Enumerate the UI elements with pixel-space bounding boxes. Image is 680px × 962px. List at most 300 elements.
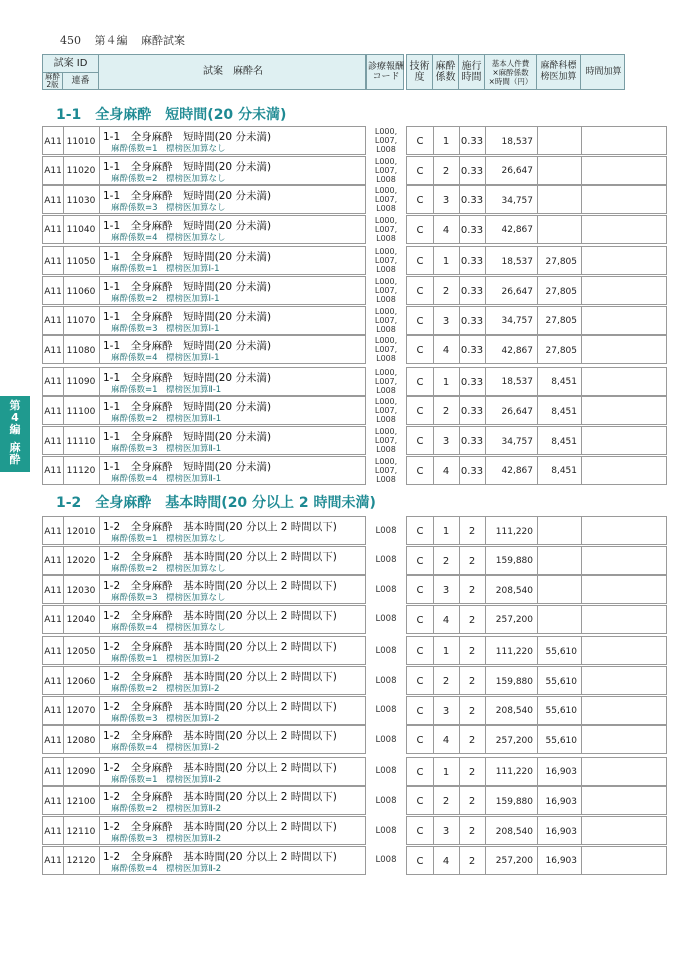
- row-right-cells: [406, 546, 667, 575]
- fee-code: L000,: [374, 367, 398, 377]
- jikan-kasan-cell: [581, 697, 626, 726]
- anesthesia-subname: 麻酔係数=4 標榜医加算Ⅱ-2: [111, 863, 222, 874]
- anesthesia-name: 1-1 全身麻酔 短時間(20 分未満): [103, 310, 272, 323]
- anesthesia-subname: 麻酔係数=3 標榜医加算Ⅱ-1: [111, 444, 222, 454]
- fee-code-cell: L008: [375, 525, 397, 536]
- renban-cell: 11060: [66, 286, 96, 297]
- row-right-cells: [406, 575, 667, 604]
- row-right-cells: [406, 846, 667, 875]
- row-right-cells: [406, 696, 667, 725]
- renban-cell: 12010: [66, 526, 96, 537]
- jikan-kasan-cell: [581, 547, 626, 576]
- kasan-cell: 8,451: [551, 436, 577, 447]
- keisu-cell: 2: [442, 286, 450, 297]
- table-row: [42, 725, 667, 754]
- fee-code: L008: [376, 415, 396, 425]
- kihon-cost-cell: 111,220: [495, 526, 533, 537]
- row-right-cells: [406, 666, 667, 695]
- jikan-cell: 0.33: [460, 195, 484, 207]
- row-right-cells: [406, 605, 667, 634]
- divider: [99, 368, 100, 395]
- fee-code-cell: L008: [375, 766, 397, 777]
- kihon-cost-cell: 34,757: [501, 436, 533, 447]
- jikan-kasan-cell: [581, 427, 626, 456]
- anesthesia-name: 1-2 全身麻酔 基本時間(20 分以上 2 時間以下): [103, 641, 337, 654]
- gijutsudo-cell: C: [416, 735, 424, 747]
- anesthesia-name: 1-1 全身麻酔 短時間(20 分未満): [103, 460, 272, 473]
- renban-cell: 12100: [66, 796, 96, 807]
- fee-code: L007,: [374, 376, 398, 386]
- kasan-cell: 55,610: [545, 646, 577, 657]
- row-right-cells: [406, 426, 667, 455]
- gijutsudo-cell: C: [416, 465, 424, 477]
- gijutsudo-cell: C: [416, 614, 424, 626]
- row-left-cells: [42, 666, 366, 695]
- row-left-cells: [42, 846, 366, 875]
- row-right-cells: [406, 757, 667, 786]
- anesthesia-name: 1-2 全身麻酔 基本時間(20 分以上 2 時間以下): [103, 609, 337, 622]
- page-number: 450: [60, 34, 81, 47]
- fee-code: L000,: [374, 336, 398, 346]
- table-row: [42, 636, 667, 665]
- divider: [99, 517, 100, 544]
- masui-ban-cell: A11: [44, 195, 62, 206]
- fee-code-cell: [367, 215, 405, 244]
- row-left-cells: [42, 396, 366, 425]
- row-right-cells: [406, 816, 667, 845]
- fee-code-cell: [367, 126, 405, 155]
- anesthesia-name: 1-2 全身麻酔 基本時間(20 分以上 2 時間以下): [103, 791, 337, 804]
- jikan-cell: 2: [468, 705, 476, 717]
- kihon-cost-cell: 159,880: [495, 676, 533, 687]
- header-gijutsudo: 技術 度: [407, 55, 433, 89]
- divider: [99, 787, 100, 814]
- fee-code: L000,: [374, 306, 398, 316]
- renban-cell: 12090: [66, 767, 96, 778]
- divider: [99, 157, 100, 184]
- keisu-cell: 1: [442, 766, 450, 778]
- keisu-cell: 3: [442, 705, 450, 717]
- keisu-cell: 4: [442, 465, 450, 477]
- table-row: [42, 367, 667, 396]
- divider: [99, 667, 100, 694]
- running-head: [60, 32, 195, 48]
- renban-cell: 11050: [66, 256, 96, 267]
- fee-code: L007,: [374, 256, 398, 266]
- keisu-cell: 4: [442, 735, 450, 747]
- table-row: [42, 156, 667, 185]
- fee-code: L000,: [374, 156, 398, 166]
- fee-code: L000,: [374, 427, 398, 436]
- renban-cell: 11100: [66, 406, 96, 417]
- fee-code: L000,: [374, 127, 398, 136]
- table-row: [42, 786, 667, 815]
- fee-code: L008: [376, 233, 396, 243]
- row-left-cells: [42, 725, 366, 754]
- table-row: [42, 215, 667, 244]
- fee-code-cell: L008: [375, 855, 397, 866]
- kihon-cost-cell: 208,540: [495, 585, 533, 596]
- part-label: 第４編: [94, 34, 128, 47]
- fee-code-cell: L008: [375, 584, 397, 595]
- row-right-cells: [406, 276, 667, 305]
- gijutsudo-cell: C: [416, 526, 424, 537]
- header-jikan: 施行 時間: [459, 55, 485, 89]
- gijutsudo-cell: C: [416, 855, 424, 867]
- kihon-cost-cell: 208,540: [495, 706, 533, 717]
- kasan-cell: 16,903: [545, 767, 577, 778]
- fee-code: L007,: [374, 195, 398, 205]
- anesthesia-subname: 麻酔係数=4 標榜医加算Ⅰ-2: [111, 743, 220, 754]
- kihon-cost-cell: 111,220: [495, 767, 533, 778]
- jikan-cell: 2: [468, 555, 476, 567]
- table-row: [42, 816, 667, 845]
- jikan-cell: 2: [468, 855, 476, 867]
- fee-code: L007,: [374, 224, 398, 234]
- row-left-cells: [42, 605, 366, 634]
- row-left-cells: [42, 696, 366, 725]
- divider: [99, 336, 100, 363]
- row-right-cells: [406, 367, 667, 396]
- keisu-cell: 1: [442, 646, 450, 658]
- jikan-cell: 0.33: [460, 436, 484, 447]
- renban-cell: 11090: [66, 377, 96, 388]
- jikan-kasan-cell: [581, 576, 626, 605]
- divider: [99, 307, 100, 334]
- renban-cell: 12020: [66, 556, 96, 567]
- renban-cell: 12080: [66, 735, 96, 746]
- masui-ban-cell: A11: [44, 796, 62, 807]
- table-row: [42, 605, 667, 634]
- jikan-cell: 2: [468, 796, 476, 808]
- row-left-cells: [42, 306, 366, 335]
- gijutsudo-cell: C: [416, 766, 424, 778]
- side-tab-char: 酔: [9, 453, 21, 466]
- table-row: [42, 575, 667, 604]
- anesthesia-subname: 麻酔係数=2 標榜医加算Ⅱ-2: [111, 804, 222, 815]
- fee-code: L008: [376, 265, 396, 275]
- masui-ban-cell: A11: [44, 225, 62, 236]
- fee-code-cell: [367, 246, 405, 275]
- anesthesia-subname: 麻酔係数=3 標榜医加算なし: [111, 203, 226, 214]
- side-tab-char: 第: [9, 399, 21, 412]
- table-row: [42, 456, 667, 485]
- anesthesia-name: 1-1 全身麻酔 短時間(20 分未満): [103, 371, 272, 384]
- jikan-kasan-cell: [581, 157, 626, 186]
- row-left-cells: [42, 636, 366, 665]
- anesthesia-subname: 麻酔係数=1 標榜医加算Ⅱ-1: [111, 384, 222, 395]
- keisu-cell: 4: [442, 855, 450, 867]
- jikan-cell: 2: [468, 676, 476, 687]
- kasan-cell: [537, 576, 581, 605]
- fee-code: L008: [376, 385, 396, 395]
- fee-code: L008: [376, 445, 396, 454]
- anesthesia-subname: 麻酔係数=2 標榜医加算Ⅰ-2: [111, 684, 220, 694]
- jikan-kasan-cell: [581, 517, 626, 546]
- table-row: [42, 185, 667, 214]
- fee-code: L008: [376, 204, 396, 214]
- kasan-cell: 8,451: [551, 466, 577, 477]
- renban-cell: 11010: [66, 136, 96, 147]
- anesthesia-name: 1-1 全身麻酔 短時間(20 分未満): [103, 281, 272, 293]
- anesthesia-subname: 麻酔係数=2 標榜医加算なし: [111, 563, 226, 574]
- jikan-kasan-cell: [581, 336, 626, 365]
- gijutsudo-cell: C: [416, 195, 424, 207]
- keisu-cell: 2: [442, 555, 450, 567]
- row-right-cells: [406, 396, 667, 425]
- keisu-cell: 1: [442, 256, 450, 268]
- row-right-cells: [406, 185, 667, 214]
- kasan-cell: 27,805: [545, 345, 577, 356]
- jikan-kasan-cell: [581, 457, 626, 486]
- fee-code: L000,: [374, 247, 398, 257]
- row-left-cells: [42, 546, 366, 575]
- jikan-cell: 0.33: [460, 376, 484, 388]
- side-tab-char: 4: [11, 411, 19, 424]
- table-row: [42, 306, 667, 335]
- masui-ban-cell: A11: [44, 436, 62, 447]
- kasan-cell: [537, 157, 581, 186]
- anesthesia-name: 1-2 全身麻酔 基本時間(20 分以上 2 時間以下): [103, 730, 337, 743]
- masui-ban-cell: A11: [44, 767, 62, 778]
- row-right-cells: [406, 516, 667, 545]
- kihon-cost-cell: 18,537: [501, 377, 533, 388]
- divider: [99, 427, 100, 454]
- row-left-cells: [42, 816, 366, 845]
- masui-ban-cell: A11: [44, 556, 62, 567]
- jikan-cell: 2: [468, 614, 476, 626]
- kihon-cost-cell: 18,537: [501, 136, 533, 147]
- header-kasan: 麻酔科標 榜医加算: [537, 55, 581, 89]
- table-header-left: [42, 54, 366, 90]
- kihon-cost-cell: 159,880: [495, 796, 533, 807]
- row-left-cells: [42, 246, 366, 275]
- gijutsudo-cell: C: [416, 705, 424, 717]
- masui-ban-cell: A11: [44, 676, 62, 687]
- kihon-cost-cell: 257,200: [495, 735, 533, 746]
- fee-code: L008: [376, 174, 396, 184]
- divider: [99, 817, 100, 844]
- kasan-cell: [537, 216, 581, 245]
- jikan-cell: 0.33: [460, 315, 484, 327]
- fee-code: L008: [376, 354, 396, 364]
- jikan-cell: 0.33: [460, 286, 484, 297]
- fee-code-cell: [367, 306, 405, 335]
- divider: [99, 247, 100, 274]
- fee-code-cell: [367, 156, 405, 185]
- row-left-cells: [42, 516, 366, 545]
- row-right-cells: [406, 636, 667, 665]
- anesthesia-subname: 麻酔係数=3 標榜医加算Ⅰ-2: [111, 713, 220, 724]
- kihon-cost-cell: 42,867: [501, 345, 533, 356]
- kasan-cell: [537, 606, 581, 635]
- kihon-cost-cell: 26,647: [501, 406, 533, 417]
- anesthesia-name: 1-1 全身麻酔 短時間(20 分未満): [103, 340, 272, 353]
- renban-cell: 11120: [66, 466, 96, 477]
- keisu-cell: 4: [442, 224, 450, 236]
- row-left-cells: [42, 456, 366, 485]
- row-left-cells: [42, 215, 366, 244]
- anesthesia-subname: 麻酔係数=2 標榜医加算Ⅱ-1: [111, 414, 222, 425]
- row-right-cells: [406, 456, 667, 485]
- chapter-side-tab: [0, 396, 30, 472]
- fee-code-cell: L008: [375, 675, 397, 686]
- anesthesia-subname: 麻酔係数=4 標榜医加算Ⅱ-1: [111, 473, 222, 484]
- jikan-kasan-cell: [581, 277, 626, 306]
- keisu-cell: 1: [442, 136, 450, 147]
- anesthesia-subname: 麻酔係数=2 標榜医加算なし: [111, 173, 226, 184]
- row-left-cells: [42, 185, 366, 214]
- fee-code: L008: [376, 295, 396, 304]
- header-keisu: 麻酔 係数: [433, 55, 459, 89]
- kasan-cell: 16,903: [545, 826, 577, 837]
- fee-code: L000,: [374, 186, 398, 196]
- divider: [99, 847, 100, 874]
- table-row: [42, 516, 667, 545]
- fee-code-cell: [367, 456, 405, 485]
- gijutsudo-cell: C: [416, 286, 424, 297]
- fee-code-cell: [367, 276, 405, 305]
- jikan-kasan-cell: [581, 726, 626, 755]
- row-right-cells: [406, 335, 667, 364]
- jikan-cell: 2: [468, 826, 476, 837]
- fee-code: L007,: [374, 286, 398, 295]
- divider: [99, 726, 100, 753]
- jikan-cell: 0.33: [460, 224, 484, 236]
- divider: [99, 576, 100, 603]
- kasan-cell: 8,451: [551, 406, 577, 417]
- row-right-cells: [406, 786, 667, 815]
- fee-code: L008: [376, 474, 396, 484]
- jikan-kasan-cell: [581, 847, 626, 876]
- divider: [99, 758, 100, 785]
- jikan-kasan-cell: [581, 186, 626, 215]
- keisu-cell: 3: [442, 315, 450, 327]
- jikan-kasan-cell: [581, 667, 626, 696]
- jikan-kasan-cell: [581, 247, 626, 276]
- renban-cell: 12060: [66, 676, 96, 687]
- keisu-cell: 3: [442, 585, 450, 597]
- masui-ban-cell: A11: [44, 316, 62, 327]
- renban-cell: 11080: [66, 345, 96, 356]
- masui-ban-cell: A11: [44, 256, 62, 267]
- divider: [99, 457, 100, 484]
- fee-code: L007,: [374, 315, 398, 325]
- fee-code-cell: L008: [375, 645, 397, 656]
- fee-code: L007,: [374, 165, 398, 175]
- anesthesia-name: 1-1 全身麻酔 短時間(20 分未満): [103, 131, 272, 143]
- kasan-cell: 27,805: [545, 256, 577, 267]
- anesthesia-name: 1-2 全身麻酔 基本時間(20 分以上 2 時間以下): [103, 550, 337, 563]
- anesthesia-name: 1-1 全身麻酔 短時間(20 分未満): [103, 190, 272, 203]
- anesthesia-name: 1-1 全身麻酔 短時間(20 分未満): [103, 431, 272, 443]
- row-right-cells: [406, 725, 667, 754]
- fee-code-cell: L008: [375, 825, 397, 836]
- kihon-cost-cell: 26,647: [501, 166, 533, 177]
- gijutsudo-cell: C: [416, 406, 424, 418]
- masui-ban-cell: A11: [44, 735, 62, 746]
- keisu-cell: 4: [442, 614, 450, 626]
- masui-ban-cell: A11: [44, 706, 62, 717]
- keisu-cell: 4: [442, 345, 450, 357]
- keisu-cell: 2: [442, 676, 450, 687]
- anesthesia-subname: 麻酔係数=1 標榜医加算なし: [111, 144, 226, 154]
- fee-code: L007,: [374, 465, 398, 475]
- fee-code: L000,: [374, 397, 398, 407]
- gijutsudo-cell: C: [416, 345, 424, 357]
- fee-code-cell: [367, 426, 405, 455]
- anesthesia-subname: 麻酔係数=3 標榜医加算Ⅱ-2: [111, 834, 222, 844]
- anesthesia-name: 1-2 全身麻酔 基本時間(20 分以上 2 時間以下): [103, 671, 337, 683]
- gijutsudo-cell: C: [416, 165, 424, 177]
- row-left-cells: [42, 126, 366, 155]
- jikan-cell: 2: [468, 766, 476, 778]
- section-title-1: 1-1 全身麻酔 短時間(20 分未満): [56, 107, 287, 123]
- anesthesia-subname: 麻酔係数=1 標榜医加算Ⅰ-2: [111, 654, 220, 665]
- row-left-cells: [42, 786, 366, 815]
- gijutsudo-cell: C: [416, 676, 424, 687]
- row-left-cells: [42, 426, 366, 455]
- fee-code: L000,: [374, 456, 398, 466]
- gijutsudo-cell: C: [416, 136, 424, 147]
- table-row: [42, 335, 667, 364]
- jikan-kasan-cell: [581, 787, 626, 816]
- jikan-kasan-cell: [581, 637, 626, 666]
- side-tab-char: 編: [9, 423, 21, 436]
- fee-code: L008: [376, 145, 396, 154]
- masui-ban-cell: A11: [44, 406, 62, 417]
- jikan-cell: 2: [468, 646, 476, 658]
- keisu-cell: 1: [442, 376, 450, 388]
- table-row: [42, 666, 667, 695]
- row-right-cells: [406, 126, 667, 155]
- keisu-cell: 2: [442, 406, 450, 418]
- masui-ban-cell: A11: [44, 286, 62, 297]
- kihon-cost-cell: 42,867: [501, 466, 533, 477]
- keisu-cell: 3: [442, 826, 450, 837]
- table-header-right: [406, 54, 625, 90]
- jikan-kasan-cell: [581, 368, 626, 397]
- kihon-cost-cell: 34,757: [501, 195, 533, 206]
- anesthesia-subname: 麻酔係数=1 標榜医加算なし: [111, 534, 226, 544]
- renban-cell: 12120: [66, 856, 96, 867]
- gijutsudo-cell: C: [416, 376, 424, 388]
- divider: [99, 216, 100, 243]
- kasan-cell: 55,610: [545, 676, 577, 687]
- masui-ban-cell: A11: [44, 615, 62, 626]
- anesthesia-name: 1-2 全身麻酔 基本時間(20 分以上 2 時間以下): [103, 700, 337, 713]
- fee-code-cell: L008: [375, 555, 397, 566]
- anesthesia-subname: 麻酔係数=4 標榜医加算Ⅰ-1: [111, 353, 220, 364]
- kihon-cost-cell: 34,757: [501, 316, 533, 327]
- header-jikan-kasan: 時間加算: [585, 67, 622, 77]
- jikan-cell: 0.33: [460, 345, 484, 357]
- jikan-kasan-cell: [581, 817, 626, 846]
- renban-cell: 12070: [66, 706, 96, 717]
- kihon-cost-cell: 208,540: [495, 826, 533, 837]
- fee-code: L007,: [374, 345, 398, 355]
- anesthesia-subname: 麻酔係数=4 標榜医加算なし: [111, 622, 226, 633]
- gijutsudo-cell: C: [416, 826, 424, 837]
- gijutsudo-cell: C: [416, 256, 424, 268]
- row-left-cells: [42, 335, 366, 364]
- masui-ban-cell: A11: [44, 166, 62, 177]
- kasan-cell: 16,903: [545, 796, 577, 807]
- row-right-cells: [406, 156, 667, 185]
- anesthesia-name: 1-1 全身麻酔 短時間(20 分未満): [103, 251, 272, 264]
- table-row: [42, 126, 667, 155]
- table-row: [42, 426, 667, 455]
